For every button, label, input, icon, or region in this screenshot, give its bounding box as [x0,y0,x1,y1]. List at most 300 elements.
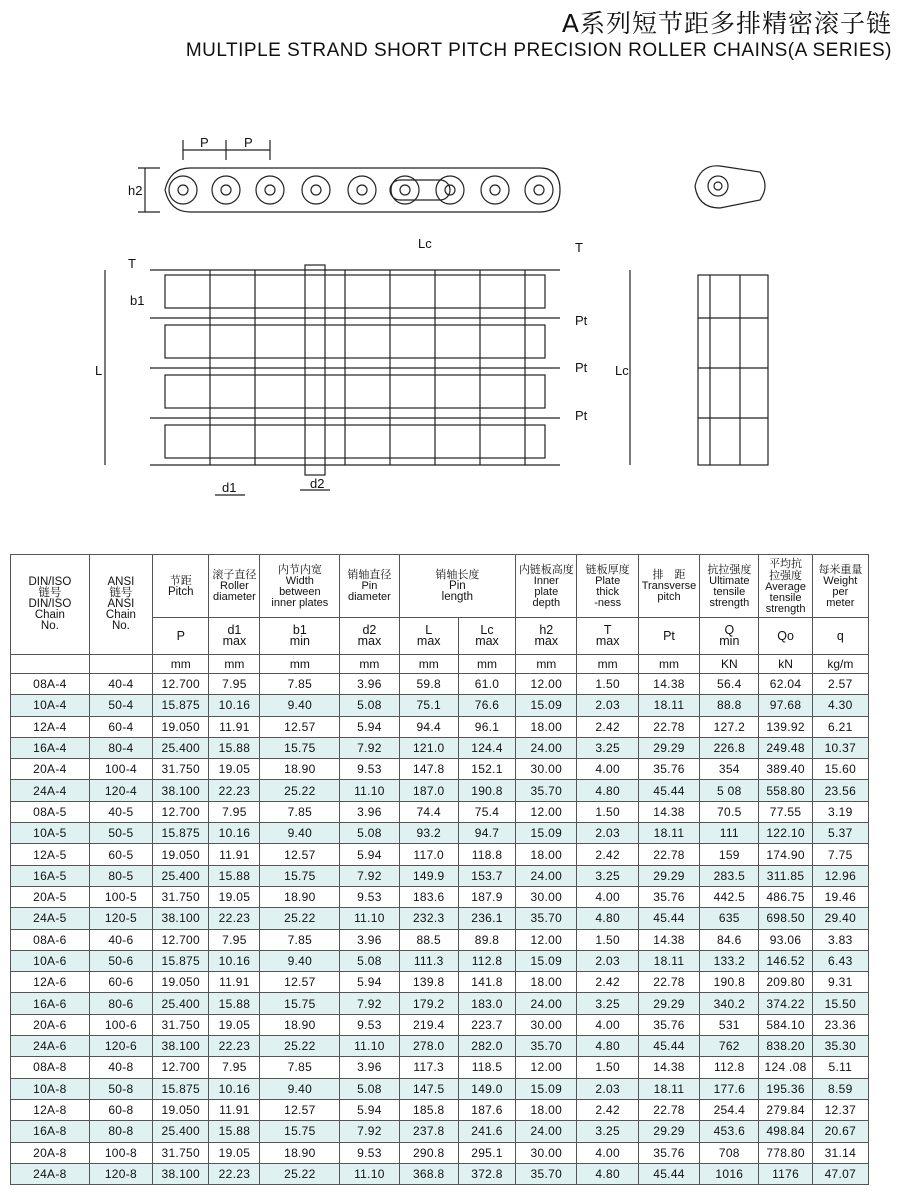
table-cell: 18.11 [638,695,699,716]
table-cell: 372.8 [458,1163,515,1184]
sym-width: b1 min [260,618,340,655]
table-cell: 19.050 [153,972,209,993]
table-cell: 20A-4 [11,759,90,780]
table-cell: 7.85 [260,801,340,822]
table-cell: 16A-6 [11,993,90,1014]
table-cell: 35.30 [812,1036,868,1057]
table-cell: 23.36 [812,1014,868,1035]
table-cell: 187.6 [458,1099,515,1120]
table-cell: 75.1 [399,695,458,716]
table-cell: 3.25 [577,865,638,886]
table-cell: 22.78 [638,972,699,993]
table-cell: 19.050 [153,716,209,737]
table-cell: 10A-8 [11,1078,90,1099]
table-cell: 20A-6 [11,1014,90,1035]
table-cell: 11.10 [340,908,399,929]
table-row [11,929,869,950]
table-cell: 22.78 [638,844,699,865]
table-cell: 179.2 [399,993,458,1014]
table-row [11,844,869,865]
table-cell: 31.750 [153,1014,209,1035]
label-d1: d1 [222,480,237,495]
table-cell: 1.50 [577,674,638,695]
table-cell: 12.57 [260,844,340,865]
table-cell: 6.21 [812,716,868,737]
table-cell: 147.5 [399,1078,458,1099]
col-pitch: 节距 Pitch [153,555,209,618]
table-cell: 22.23 [209,908,260,929]
sym-l: L max [399,618,458,655]
table-cell: 219.4 [399,1014,458,1035]
sym-pitch: P [153,618,209,655]
table-cell: 778.80 [759,1142,812,1163]
table-cell: 35.70 [516,780,577,801]
table-cell: 15.75 [260,993,340,1014]
label-t-left: T [128,256,136,271]
table-cell: 14.38 [638,801,699,822]
table-cell: 7.85 [260,929,340,950]
table-cell: 15.09 [516,823,577,844]
table-cell: 279.84 [759,1099,812,1120]
table-cell: 278.0 [399,1036,458,1057]
table-row [11,908,869,929]
table-cell: 10A-6 [11,950,90,971]
table-cell: 5.94 [340,1099,399,1120]
table-cell: 16A-8 [11,1121,90,1142]
table-cell: 11.10 [340,780,399,801]
table-row [11,695,869,716]
table-cell: 232.3 [399,908,458,929]
table-cell: 190.8 [458,780,515,801]
table-cell: 117.0 [399,844,458,865]
table-cell: 389.40 [759,759,812,780]
table-cell: 340.2 [700,993,759,1014]
table-cell: 4.80 [577,1036,638,1057]
table-cell: 50-6 [89,950,152,971]
label-lc-top: Lc [418,236,432,251]
table-cell: 3.83 [812,929,868,950]
label-p1: P [200,135,209,150]
table-cell: 75.4 [458,801,515,822]
table-cell: 120-8 [89,1163,152,1184]
table-cell: 290.8 [399,1142,458,1163]
table-cell: 584.10 [759,1014,812,1035]
table-cell: 88.8 [700,695,759,716]
table-cell: 124.4 [458,737,515,758]
table-cell: 08A-5 [11,801,90,822]
table-cell: 24A-6 [11,1036,90,1057]
table-cell: 22.78 [638,1099,699,1120]
table-cell: 3.96 [340,929,399,950]
table-cell: 127.2 [700,716,759,737]
table-cell: 35.76 [638,1014,699,1035]
table-cell: 7.75 [812,844,868,865]
unit-wt: kg/m [812,655,868,674]
table-cell: 187.9 [458,886,515,907]
table-cell: 12.57 [260,1099,340,1120]
table-cell: 2.03 [577,823,638,844]
chain-side-view [138,140,560,212]
table-cell: 45.44 [638,908,699,929]
table-cell: 20A-8 [11,1142,90,1163]
table-cell: 60-5 [89,844,152,865]
table-cell: 15.75 [260,737,340,758]
table-cell: 15.875 [153,1078,209,1099]
table-cell: 5.94 [340,844,399,865]
table-cell: 15.88 [209,1121,260,1142]
table-cell: 3.96 [340,1057,399,1078]
table-cell: 40-6 [89,929,152,950]
table-cell: 12A-8 [11,1099,90,1120]
table-cell: 7.92 [340,1121,399,1142]
table-cell: 5 08 [700,780,759,801]
table-cell: 249.48 [759,737,812,758]
table-cell: 118.5 [458,1057,515,1078]
table-cell: 25.400 [153,865,209,886]
table-cell: 14.38 [638,1057,699,1078]
spec-table-body [11,674,869,1185]
table-cell: 7.85 [260,674,340,695]
table-cell: 4.80 [577,1163,638,1184]
table-cell: 7.95 [209,674,260,695]
table-cell: 18.00 [516,1099,577,1120]
table-cell: 3.25 [577,993,638,1014]
spec-table [10,554,869,1185]
table-cell: 100-6 [89,1014,152,1035]
table-cell: 94.4 [399,716,458,737]
table-cell: 35.70 [516,1036,577,1057]
table-cell: 9.40 [260,695,340,716]
table-cell: 498.84 [759,1121,812,1142]
table-cell: 183.6 [399,886,458,907]
table-cell: 29.29 [638,865,699,886]
table-cell: 45.44 [638,1036,699,1057]
table-cell: 38.100 [153,908,209,929]
table-cell: 10A-5 [11,823,90,844]
table-cell: 9.53 [340,1142,399,1163]
table-row [11,1014,869,1035]
table-row [11,716,869,737]
table-cell: 19.05 [209,1142,260,1163]
label-lc-right: Lc [615,363,629,378]
table-cell: 153.7 [458,865,515,886]
label-h2: h2 [128,183,143,198]
table-cell: 7.95 [209,801,260,822]
col-roller: 滚子直径 Roller diameter [209,555,260,618]
table-cell: 5.37 [812,823,868,844]
table-cell: 282.0 [458,1036,515,1057]
label-pt3: Pt [575,408,588,423]
table-cell: 442.5 [700,886,759,907]
table-row [11,886,869,907]
table-cell: 10A-4 [11,695,90,716]
sym-thick: T max [577,618,638,655]
table-cell: 12.00 [516,674,577,695]
col-wt: 每米重量 Weight per meter [812,555,868,618]
table-cell: 122.10 [759,823,812,844]
table-cell: 80-6 [89,993,152,1014]
table-cell: 7.85 [260,1057,340,1078]
table-cell: 11.91 [209,972,260,993]
table-cell: 89.8 [458,929,515,950]
unit-blank-1 [11,655,90,674]
table-cell: 15.875 [153,695,209,716]
table-cell: 141.8 [458,972,515,993]
table-row [11,1057,869,1078]
table-cell: 22.23 [209,1036,260,1057]
table-cell: 20.67 [812,1121,868,1142]
table-cell: 25.22 [260,1163,340,1184]
table-cell: 15.09 [516,1078,577,1099]
table-cell: 35.76 [638,886,699,907]
table-cell: 5.08 [340,695,399,716]
table-cell: 56.4 [700,674,759,695]
table-cell: 93.06 [759,929,812,950]
table-cell: 6.43 [812,950,868,971]
table-cell: 5.08 [340,950,399,971]
col-ansi: ANSI 链号 ANSI Chain No. [89,555,152,655]
table-cell: 12.700 [153,674,209,695]
table-row [11,993,869,1014]
table-cell: 22.23 [209,780,260,801]
table-cell: 11.91 [209,844,260,865]
table-cell: 12.00 [516,801,577,822]
table-cell: 11.10 [340,1163,399,1184]
sym-avg: Qo [759,618,812,655]
table-cell: 24A-5 [11,908,90,929]
table-cell: 97.68 [759,695,812,716]
table-cell: 9.40 [260,823,340,844]
table-cell: 236.1 [458,908,515,929]
sym-wt: q [812,618,868,655]
table-row [11,1121,869,1142]
table-cell: 4.80 [577,780,638,801]
table-cell: 120-4 [89,780,152,801]
table-cell: 15.875 [153,950,209,971]
table-cell: 1.50 [577,1057,638,1078]
col-trans: 排 距 Transverse pitch [638,555,699,618]
table-cell: 24A-8 [11,1163,90,1184]
table-cell: 15.88 [209,865,260,886]
table-cell: 4.80 [577,908,638,929]
table-cell: 183.0 [458,993,515,1014]
table-cell: 111.3 [399,950,458,971]
unit-pitch: mm [153,655,209,674]
table-cell: 209.80 [759,972,812,993]
table-cell: 60-6 [89,972,152,993]
table-cell: 35.76 [638,759,699,780]
table-cell: 5.11 [812,1057,868,1078]
table-cell: 25.22 [260,780,340,801]
table-cell: 94.7 [458,823,515,844]
sym-ult: Q min [700,618,759,655]
col-thick: 链板厚度 Plate thick -ness [577,555,638,618]
table-cell: 25.400 [153,1121,209,1142]
table-cell: 40-8 [89,1057,152,1078]
table-cell: 7.92 [340,993,399,1014]
unit-blank-2 [89,655,152,674]
table-row [11,1142,869,1163]
table-cell: 38.100 [153,1163,209,1184]
table-cell: 147.8 [399,759,458,780]
page-title-en: MULTIPLE STRAND SHORT PITCH PRECISION ROLLER CHAINS(A SERIES) [185,40,892,61]
table-cell: 15.88 [209,993,260,1014]
table-cell: 45.44 [638,1163,699,1184]
table-cell: 18.90 [260,886,340,907]
unit-l: mm [399,655,458,674]
table-cell: 14.38 [638,929,699,950]
table-cell: 47.07 [812,1163,868,1184]
sym-depth: h2 max [516,618,577,655]
table-cell: 118.8 [458,844,515,865]
unit-lc: mm [458,655,515,674]
table-cell: 88.5 [399,929,458,950]
table-cell: 14.38 [638,674,699,695]
table-cell: 2.03 [577,950,638,971]
table-cell: 25.400 [153,993,209,1014]
table-cell: 368.8 [399,1163,458,1184]
table-cell: 11.10 [340,1036,399,1057]
table-cell: 112.8 [458,950,515,971]
col-width: 内节内宽 Width between inner plates [260,555,340,618]
table-cell: 80-8 [89,1121,152,1142]
table-cell: 29.29 [638,737,699,758]
table-cell: 35.76 [638,1142,699,1163]
table-cell: 18.11 [638,1078,699,1099]
table-cell: 31.750 [153,759,209,780]
table-cell: 2.42 [577,844,638,865]
table-cell: 139.8 [399,972,458,993]
table-cell: 50-4 [89,695,152,716]
table-cell: 15.50 [812,993,868,1014]
table-cell: 558.80 [759,780,812,801]
table-cell: 96.1 [458,716,515,737]
table-cell: 12.700 [153,929,209,950]
table-cell: 31.750 [153,886,209,907]
table-cell: 5.94 [340,972,399,993]
table-row [11,780,869,801]
table-cell: 159 [700,844,759,865]
unit-thick: mm [577,655,638,674]
table-cell: 354 [700,759,759,780]
label-d2: d2 [310,476,325,491]
table-row [11,674,869,695]
table-cell: 20A-5 [11,886,90,907]
unit-trans: mm [638,655,699,674]
table-cell: 5.08 [340,1078,399,1099]
table-cell: 12.57 [260,972,340,993]
table-cell: 11.91 [209,716,260,737]
table-cell: 117.3 [399,1057,458,1078]
sym-trans: Pt [638,618,699,655]
table-cell: 12.57 [260,716,340,737]
table-cell: 237.8 [399,1121,458,1142]
table-row [11,1163,869,1184]
table-cell: 12A-4 [11,716,90,737]
table-cell: 24.00 [516,865,577,886]
table-cell: 7.95 [209,1057,260,1078]
table-cell: 1016 [700,1163,759,1184]
table-cell: 100-5 [89,886,152,907]
table-cell: 12.700 [153,1057,209,1078]
table-cell: 9.53 [340,1014,399,1035]
table-cell: 25.22 [260,1036,340,1057]
table-cell: 19.46 [812,886,868,907]
table-cell: 25.22 [260,908,340,929]
table-cell: 3.96 [340,674,399,695]
sym-lc: Lc max [458,618,515,655]
table-cell: 10.16 [209,823,260,844]
unit-avg: kN [759,655,812,674]
table-cell: 31.750 [153,1142,209,1163]
unit-depth: mm [516,655,577,674]
table-cell: 19.05 [209,886,260,907]
table-cell: 22.23 [209,1163,260,1184]
table-row [11,950,869,971]
table-cell: 15.09 [516,950,577,971]
table-cell: 4.00 [577,886,638,907]
table-cell: 3.96 [340,801,399,822]
table-cell: 3.19 [812,801,868,822]
table-cell: 146.52 [759,950,812,971]
table-cell: 80-5 [89,865,152,886]
table-cell: 16A-4 [11,737,90,758]
table-cell: 18.90 [260,759,340,780]
table-cell: 311.85 [759,865,812,886]
table-cell: 15.60 [812,759,868,780]
table-row [11,1078,869,1099]
table-cell: 11.91 [209,1099,260,1120]
table-cell: 149.9 [399,865,458,886]
table-cell: 25.400 [153,737,209,758]
table-cell: 531 [700,1014,759,1035]
table-cell: 1.50 [577,929,638,950]
table-cell: 24.00 [516,737,577,758]
table-cell: 18.90 [260,1014,340,1035]
table-cell: 9.53 [340,886,399,907]
table-cell: 12.37 [812,1099,868,1120]
table-cell: 7.92 [340,737,399,758]
table-cell: 12.700 [153,801,209,822]
table-cell: 10.37 [812,737,868,758]
table-cell: 19.050 [153,844,209,865]
table-cell: 9.53 [340,759,399,780]
table-cell: 18.00 [516,716,577,737]
table-cell: 2.42 [577,716,638,737]
table-cell: 9.40 [260,950,340,971]
table-cell: 18.11 [638,823,699,844]
table-cell: 22.78 [638,716,699,737]
table-cell: 30.00 [516,1142,577,1163]
table-cell: 635 [700,908,759,929]
table-cell: 93.2 [399,823,458,844]
table-cell: 374.22 [759,993,812,1014]
table-cell: 19.05 [209,759,260,780]
table-cell: 195.36 [759,1078,812,1099]
table-cell: 295.1 [458,1142,515,1163]
table-cell: 121.0 [399,737,458,758]
chain-top-view [105,265,630,495]
table-cell: 18.00 [516,972,577,993]
table-cell: 77.55 [759,801,812,822]
table-cell: 120-5 [89,908,152,929]
table-cell: 40-5 [89,801,152,822]
table-cell: 241.6 [458,1121,515,1142]
table-cell: 4.00 [577,759,638,780]
table-cell: 7.95 [209,929,260,950]
table-cell: 12.96 [812,865,868,886]
col-ult: 抗拉强度 Ultimate tensile strength [700,555,759,618]
